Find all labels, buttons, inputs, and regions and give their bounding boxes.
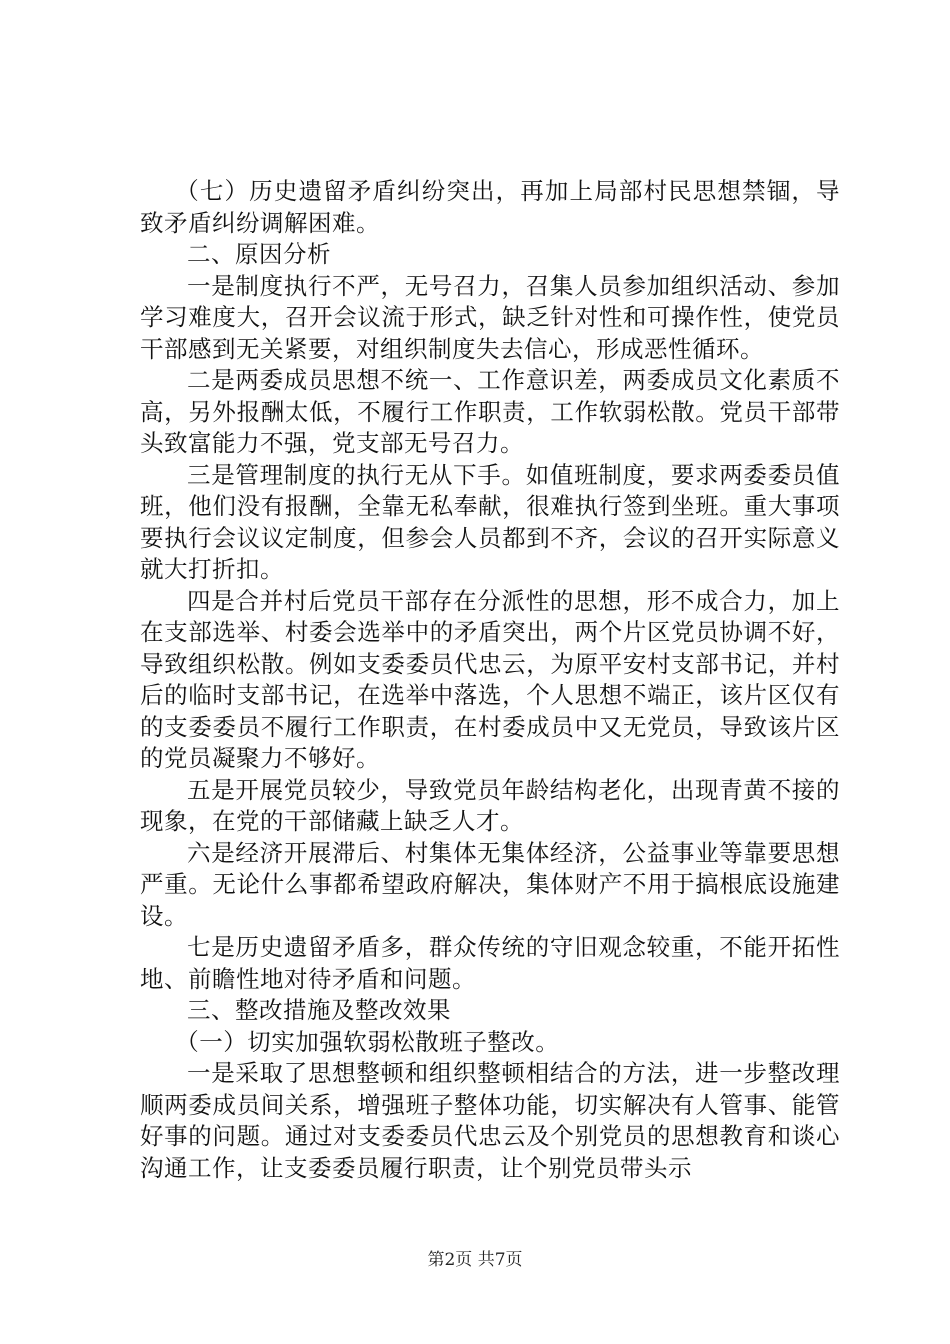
paragraph-history-disputes: （七）历史遗留矛盾纠纷突出，再加上局部村民思想禁锢，导致矛盾纠纷调解困难。: [140, 177, 840, 237]
paragraph-cause-4: 四是合并村后党员干部存在分派性的思想，形不成合力，加上在支部选举、村委会选举中的矛盾突出，两个片区党员协调不好，导致组织松散。例如支委委员代忠云，为原平安村支部书记，并村后的临时支部书记，在选举中落选，个人思想不端正，该片区仅有的支委委员不履行工作职责，在村委成员中又无党员，导致该片区的党员凝聚力不够好。: [140, 586, 840, 772]
document-body: [140, 176, 840, 1184]
subheading-team-rectification: （一）切实加强软弱松散班子整改。: [175, 1027, 560, 1056]
heading-rectification: 三、整改措施及整改效果: [187, 996, 451, 1024]
page-number-footer: 第2页 共7页: [427, 1250, 523, 1270]
paragraph-cause-3: 三是管理制度的执行无从下手。如值班制度，要求两委委员值班，他们没有报酬，全靠无私奉献，很难执行签到坐班。重大事项要执行会议议定制度，但参会人员都到不齐，会议的召开实际意义就大打折扣。: [140, 460, 840, 583]
paragraph-cause-7: 七是历史遗留矛盾多，群众传统的守旧观念较重，不能开拓性地、前瞻性地对待矛盾和问题。: [140, 933, 840, 993]
paragraph-cause-2: 二是两委成员思想不统一、工作意识差，两委成员文化素质不高，另外报酬太低，不履行工作职责，工作软弱松散。党员干部带头致富能力不强，党支部无号召力。: [140, 366, 840, 457]
heading-cause-analysis: 二、原因分析: [187, 240, 331, 268]
paragraph-cause-1: 一是制度执行不严，无号召力，召集人员参加组织活动、参加学习难度大，召开会议流于形式，缺乏针对性和可操作性，使党员干部感到无关紧要，对组织制度失去信心，形成恶性循环。: [140, 271, 840, 363]
paragraph-measure-1: 一是采取了思想整顿和组织整顿相结合的方法，进一步整改理顺两委成员间关系，增强班子整体功能，切实解决有人管事、能管好事的问题。通过对支委委员代忠云及个别党员的思想教育和谈心沟通工作，让支委委员履行职责，让个别党员带头示: [140, 1059, 840, 1182]
paragraph-cause-5: 五是开展党员较少，导致党员年龄结构老化，出现青黄不接的现象，在党的干部储藏上缺乏人才。: [140, 775, 840, 835]
paragraph-cause-6: 六是经济开展滞后、村集体无集体经济，公益事业等靠要思想严重。无论什么事都希望政府解决，集体财产不用于搞根底设施建设。: [140, 838, 840, 930]
